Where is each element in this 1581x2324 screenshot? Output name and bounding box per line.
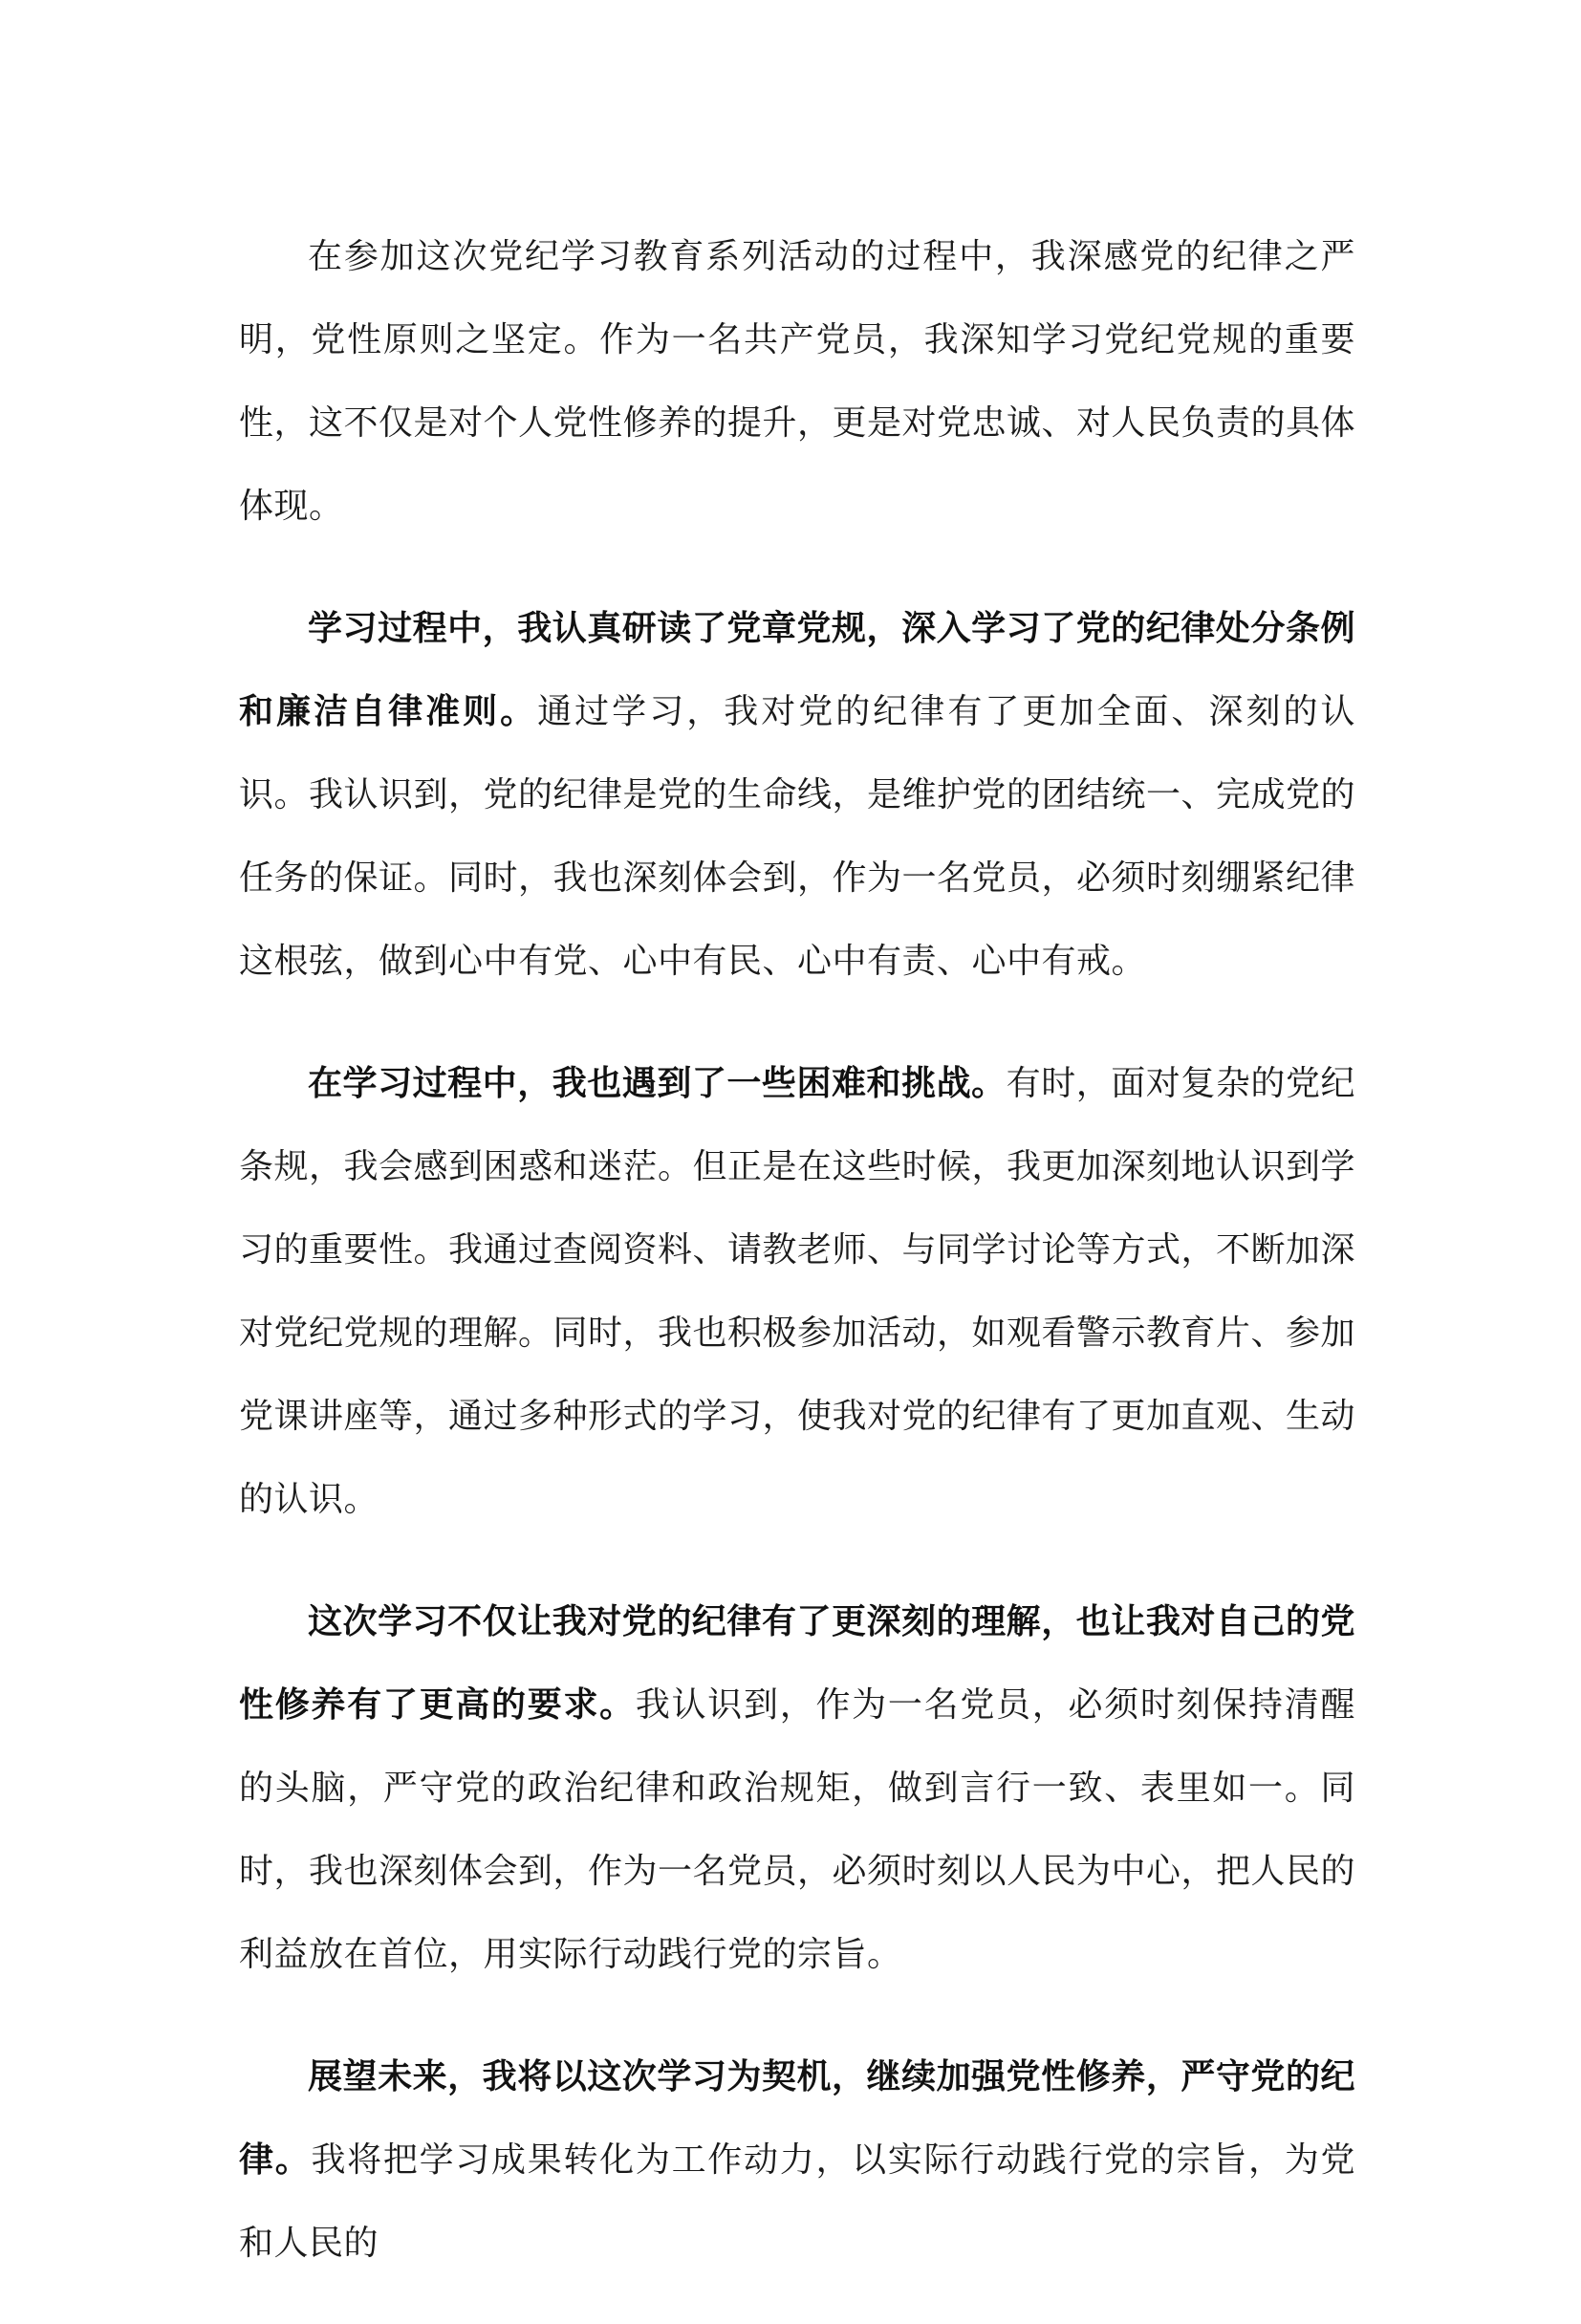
paragraph-1-text: 在参加这次党纪学习教育系列活动的过程中，我深感党的纪律之严明，党性原则之坚定。作为一名共产党员，我深知学习党纪党规的重要性，这不仅是对个人党性修养的提升，更是对党忠诚、对人民负责的具体体现。 <box>239 237 1356 526</box>
paragraph-2-bold: 学习过程中，我认真研读了党章党规，深入学习了党的纪律处分条例和廉洁自律准则。 <box>239 609 1355 731</box>
paragraph-4-bold: 这次学习不仅让我对党的纪律有了更深刻的理解，也让我对自己的党性修养有了更高的要求。 <box>239 1602 1355 1725</box>
paragraph-3-text: 有时，面对复杂的党纪条规，我会感到困惑和迷茫。但正是在这些时候，我更加深刻地认识到学习的重要性。我通过查阅资料、请教老师、与同学讨论等方式，不断加深对党纪党规的理解。同时，我也积极参加活动，如观看警示教育片、参加党课讲座等，通过多种形式的学习，使我对党的纪律有了更加直观、生动的认识。 <box>239 1064 1356 1519</box>
paragraph-3 <box>239 1042 1355 1541</box>
paragraph-5 <box>239 2035 1355 2285</box>
paragraph-5-text: 我将把学习成果转化为工作动力，以实际行动践行党的宗旨，为党和人民的 <box>239 2140 1355 2263</box>
paragraph-4-text: 我认识到，作为一名党员，必须时刻保持清醒的头脑，严守党的政治纪律和政治规矩，做到言行一致、表里如一。同时，我也深刻体会到，作为一名党员，必须时刻以人民为中心，把人民的利益放在首位，用实际行动践行党的宗旨。 <box>239 1685 1356 1974</box>
paragraph-3-bold: 在学习过程中，我也遇到了一些困难和挑战。 <box>308 1064 1007 1103</box>
paragraph-2 <box>239 587 1355 1003</box>
paragraph-2-text: 通过学习，我对党的纪律有了更加全面、深刻的认识。我认识到，党的纪律是党的生命线，是维护党的团结统一、完成党的任务的保证。同时，我也深刻体会到，作为一名党员，必须时刻绷紧纪律这根弦，做到心中有党、心中有民、心中有责、心中有戒。 <box>239 692 1356 981</box>
paragraph-1 <box>239 215 1355 548</box>
document-body <box>239 215 1355 2324</box>
paragraph-4 <box>239 1580 1355 1996</box>
paragraph-5-bold: 展望未来，我将以这次学习为契机，继续加强党性修养，严守党的纪律。 <box>239 2057 1355 2180</box>
